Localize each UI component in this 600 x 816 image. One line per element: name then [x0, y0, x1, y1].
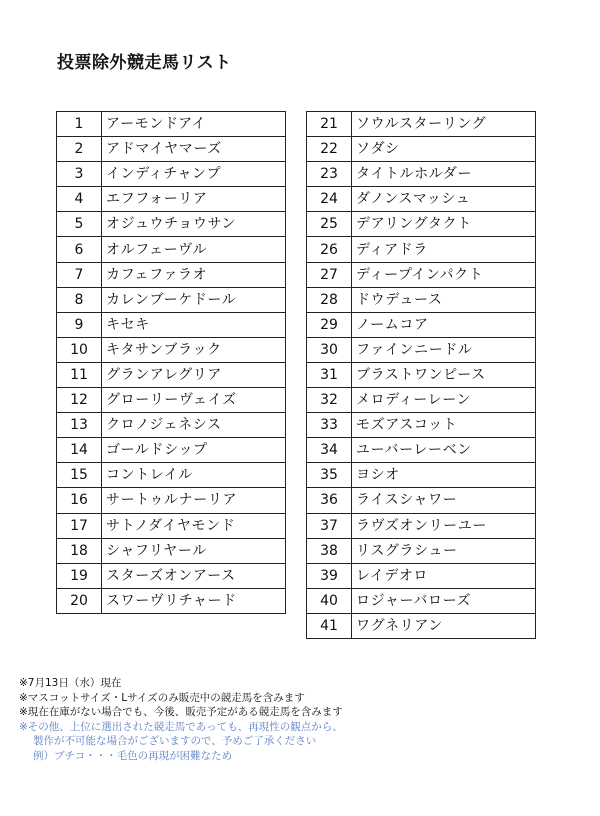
row-number: 31 [307, 362, 352, 387]
horse-name: カフェファラオ [102, 262, 286, 287]
row-number: 27 [307, 262, 352, 287]
horse-name: コントレイル [102, 463, 286, 488]
row-number: 14 [57, 438, 102, 463]
row-number: 40 [307, 588, 352, 613]
horse-name: ディアドラ [352, 237, 536, 262]
row-number: 22 [307, 137, 352, 162]
horse-name: グローリーヴェイズ [102, 388, 286, 413]
table-row [307, 538, 536, 563]
row-number: 10 [57, 337, 102, 362]
table-row [57, 438, 286, 463]
note-other-continued: 製作が不可能な場合がございますので、予めご了承ください [33, 735, 317, 748]
row-number: 29 [307, 312, 352, 337]
table-row [57, 312, 286, 337]
table-row [307, 312, 536, 337]
table-row [57, 362, 286, 387]
table-row [57, 538, 286, 563]
row-number: 20 [57, 588, 102, 613]
table-row [57, 162, 286, 187]
horse-name: ラヴズオンリーユー [352, 513, 536, 538]
row-number: 16 [57, 488, 102, 513]
row-number: 28 [307, 287, 352, 312]
table-row [307, 438, 536, 463]
row-number: 38 [307, 538, 352, 563]
horse-name: スワーヴリチャード [102, 588, 286, 613]
row-number: 9 [57, 312, 102, 337]
horse-name: ロジャーバローズ [352, 588, 536, 613]
table-row [57, 388, 286, 413]
horse-name: ドウデュース [352, 287, 536, 312]
table-row [57, 413, 286, 438]
row-number: 12 [57, 388, 102, 413]
horse-table-right [306, 111, 536, 639]
horse-name: クロノジェネシス [102, 413, 286, 438]
horse-table-right-body [307, 112, 536, 639]
row-number: 1 [57, 112, 102, 137]
horse-name: サトノダイヤモンド [102, 513, 286, 538]
horse-name: カレンブーケドール [102, 287, 286, 312]
note-stock: ※現在在庫がない場合でも、今後、販売予定がある競走馬を含みます [19, 706, 343, 719]
horse-name: アドマイヤマーズ [102, 137, 286, 162]
row-number: 33 [307, 413, 352, 438]
horse-name: ライスシャワー [352, 488, 536, 513]
row-number: 35 [307, 463, 352, 488]
note-example: 例）ブチコ・・・毛色の再現が困難なため [33, 749, 233, 762]
table-row [307, 137, 536, 162]
table-row [307, 413, 536, 438]
horse-name: ディープインパクト [352, 262, 536, 287]
table-row [57, 513, 286, 538]
notes-section [19, 676, 343, 764]
horse-name: オルフェーヴル [102, 237, 286, 262]
horse-name: レイデオロ [352, 563, 536, 588]
row-number: 11 [57, 362, 102, 387]
horse-name: アーモンドアイ [102, 112, 286, 137]
table-row [57, 463, 286, 488]
table-row [57, 488, 286, 513]
row-number: 19 [57, 563, 102, 588]
row-number: 34 [307, 438, 352, 463]
horse-name: モズアスコット [352, 413, 536, 438]
horse-name: ノームコア [352, 312, 536, 337]
table-row [307, 362, 536, 387]
table-row [307, 588, 536, 613]
table-row [57, 137, 286, 162]
table-row [307, 563, 536, 588]
table-row [307, 112, 536, 137]
table-row [307, 187, 536, 212]
horse-name: ファインニードル [352, 337, 536, 362]
table-row [57, 112, 286, 137]
horse-name: キセキ [102, 312, 286, 337]
row-number: 18 [57, 538, 102, 563]
row-number: 23 [307, 162, 352, 187]
table-row [307, 463, 536, 488]
horse-name: ヨシオ [352, 463, 536, 488]
horse-name: ダノンスマッシュ [352, 187, 536, 212]
table-row [57, 588, 286, 613]
table-row [307, 262, 536, 287]
horse-table-left-body [57, 112, 286, 614]
row-number: 36 [307, 488, 352, 513]
horse-name: ブラストワンピース [352, 362, 536, 387]
horse-name: ワグネリアン [352, 613, 536, 638]
table-row [307, 162, 536, 187]
table-row [307, 513, 536, 538]
table-row [307, 237, 536, 262]
note-date: ※7月13日（水）現在 [19, 677, 122, 689]
horse-name: オジュウチョウサン [102, 212, 286, 237]
horse-name: キタサンブラック [102, 337, 286, 362]
row-number: 26 [307, 237, 352, 262]
table-row [57, 563, 286, 588]
row-number: 39 [307, 563, 352, 588]
note-mascot-size: ※マスコットサイズ・Lサイズのみ販売中の競走馬を含みます [19, 691, 305, 704]
table-row [307, 337, 536, 362]
horse-name: サートゥルナーリア [102, 488, 286, 513]
table-row [57, 262, 286, 287]
horse-name: タイトルホルダー [352, 162, 536, 187]
row-number: 25 [307, 212, 352, 237]
table-row [307, 613, 536, 638]
horse-name: エフフォーリア [102, 187, 286, 212]
horse-name: ユーバーレーベン [352, 438, 536, 463]
page-title: 投票除外競走馬リスト [57, 53, 232, 73]
horse-table-left [56, 111, 286, 614]
row-number: 30 [307, 337, 352, 362]
horse-name: インディチャンプ [102, 162, 286, 187]
row-number: 21 [307, 112, 352, 137]
row-number: 5 [57, 212, 102, 237]
table-row [307, 287, 536, 312]
table-row [57, 212, 286, 237]
row-number: 4 [57, 187, 102, 212]
table-row [57, 187, 286, 212]
horse-name: グランアレグリア [102, 362, 286, 387]
table-row [57, 287, 286, 312]
row-number: 32 [307, 388, 352, 413]
row-number: 17 [57, 513, 102, 538]
horse-name: シャフリヤール [102, 538, 286, 563]
horse-name: ソダシ [352, 137, 536, 162]
table-row [57, 337, 286, 362]
horse-name: ゴールドシップ [102, 438, 286, 463]
row-number: 6 [57, 237, 102, 262]
horse-name: メロディーレーン [352, 388, 536, 413]
horse-name: デアリングタクト [352, 212, 536, 237]
row-number: 15 [57, 463, 102, 488]
note-other: ※その他、上位に選出された競走馬であっても、再現性の観点から、 [19, 720, 343, 733]
row-number: 7 [57, 262, 102, 287]
row-number: 2 [57, 137, 102, 162]
table-row [307, 488, 536, 513]
row-number: 41 [307, 613, 352, 638]
horse-name: スターズオンアース [102, 563, 286, 588]
table-row [307, 212, 536, 237]
row-number: 24 [307, 187, 352, 212]
row-number: 3 [57, 162, 102, 187]
table-row [57, 237, 286, 262]
row-number: 8 [57, 287, 102, 312]
table-row [307, 388, 536, 413]
horse-name: リスグラシュー [352, 538, 536, 563]
horse-name: ソウルスターリング [352, 112, 536, 137]
row-number: 37 [307, 513, 352, 538]
row-number: 13 [57, 413, 102, 438]
